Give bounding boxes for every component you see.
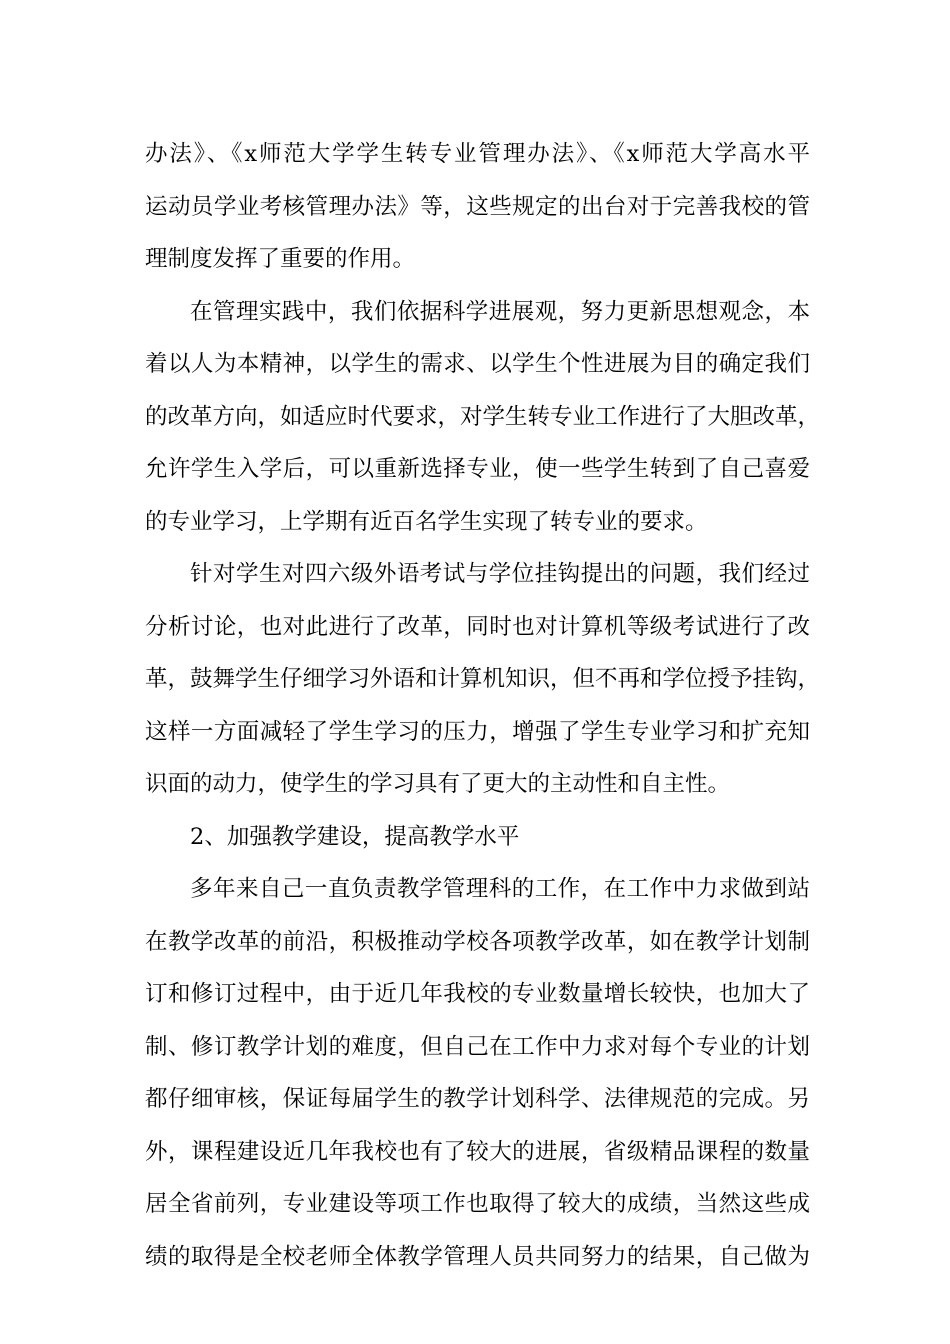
text-line: 居全省前列，专业建设等项工作也取得了较大的成绩，当然这些成 [145, 1191, 810, 1217]
document-body [145, 128, 821, 1283]
paragraph-start-line: 在管理实践中，我们依据科学进展观，努力更新思想观念，本 [190, 298, 810, 325]
text-line: 在教学改革的前沿，积极推动学校各项教学改革，如在教学计划制 [145, 928, 810, 955]
text-line: 办法》、《x师范大学学生转专业管理办法》、《x师范大学高水平 [145, 141, 810, 167]
section-heading: 2、加强教学建设，提高教学水平 [190, 823, 520, 850]
text-line: 订和修订过程中，由于近几年我校的专业数量增长较快，也加大了 [145, 981, 810, 1007]
text-line: 都仔细审核，保证每届学生的教学计划科学、法律规范的完成。另 [145, 1086, 810, 1112]
text-line: 运动员学业考核管理办法》等，这些规定的出台对于完善我校的管 [145, 193, 810, 220]
text-line: 的改革方向，如适应时代要求，对学生转专业工作进行了大胆改革， [145, 403, 821, 430]
text-line: 这样一方面减轻了学生学习的压力，增强了学生专业学习和扩充知 [145, 718, 810, 745]
text-line: 理制度发挥了重要的作用。 [145, 246, 416, 272]
text-line: 革，鼓舞学生仔细学习外语和计算机知识，但不再和学位授予挂钩， [145, 666, 821, 692]
text-line: 识面的动力，使学生的学习具有了更大的主动性和自主性。 [145, 771, 731, 797]
text-line: 制、修订教学计划的难度，但自己在工作中力求对每个专业的计划 [145, 1033, 810, 1060]
text-line: 分析讨论，也对此进行了改革，同时也对计算机等级考试进行了改 [145, 613, 810, 640]
text-line: 的专业学习，上学期有近百名学生实现了转专业的要求。 [145, 508, 708, 535]
text-line: 绩的取得是全校老师全体教学管理人员共同努力的结果，自己做为 [145, 1243, 810, 1270]
text-line: 允许学生入学后，可以重新选择专业，使一些学生转到了自己喜爱 [145, 456, 810, 482]
paragraph-start-line: 多年来自己一直负责教学管理科的工作，在工作中力求做到站 [190, 876, 810, 902]
text-line: 外，课程建设近几年我校也有了较大的进展，省级精品课程的数量 [145, 1138, 810, 1165]
paragraph-start-line: 针对学生对四六级外语考试与学位挂钩提出的问题，我们经过 [190, 561, 810, 587]
text-line: 着以人为本精神，以学生的需求、以学生个性进展为目的确定我们 [145, 351, 810, 377]
